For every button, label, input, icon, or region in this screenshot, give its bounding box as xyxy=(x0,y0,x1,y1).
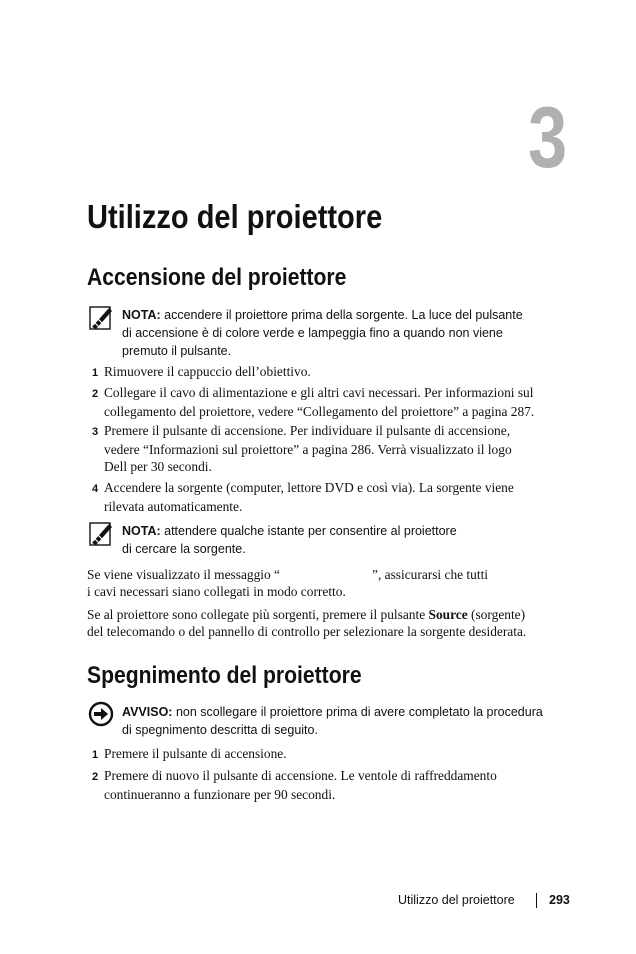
notice-arrow-icon xyxy=(88,701,114,727)
paragraph-text: Se viene visualizzato il messaggio “ xyxy=(87,567,280,582)
step-number: 2 xyxy=(92,388,99,400)
paragraph-text: del telecomando o del pannello di controllo per selezionare la sorgente desiderata. xyxy=(87,624,527,639)
step-number: 2 xyxy=(92,771,99,783)
footer-separator xyxy=(536,893,537,908)
step-item xyxy=(92,422,592,475)
note-pencil-icon xyxy=(88,521,114,547)
note-text-line: premuto il pulsante. xyxy=(122,344,232,358)
note-text-line: accendere il proiettore prima della sorgente. La luce del pulsante xyxy=(160,308,523,322)
paragraph-source xyxy=(87,606,587,640)
step-text: Collegare il cavo di alimentazione e gli altri cavi necessari. Per informazioni sul xyxy=(104,385,534,400)
step-text: Premere il pulsante di accensione. xyxy=(104,746,287,761)
source-keyword: Source xyxy=(428,607,468,622)
footer-title: Utilizzo del proiettore xyxy=(398,893,515,907)
step-number: 4 xyxy=(92,483,99,495)
page-number: 293 xyxy=(549,893,570,907)
step-item xyxy=(92,767,592,803)
note-text-line: attendere qualche istante per consentire al proiettore xyxy=(160,524,457,538)
step-number: 3 xyxy=(92,426,99,438)
step-number: 1 xyxy=(92,749,99,761)
notice-text-line: non scollegare il proiettore prima di avere completato la procedura xyxy=(172,705,543,719)
step-item xyxy=(92,479,592,515)
step-number: 1 xyxy=(92,367,99,379)
note-accensione xyxy=(122,306,582,360)
note-sorgente xyxy=(122,522,582,558)
notice-avviso xyxy=(122,703,582,739)
note-label: NOTA: xyxy=(122,308,161,322)
section-title-spegnimento: Spegnimento del proiettore xyxy=(87,662,362,689)
notice-label: AVVISO: xyxy=(122,705,173,719)
step-text: Accendere la sorgente (computer, lettore DVD e così via). La sorgente viene xyxy=(104,480,514,495)
notice-text-line: di spegnimento descritta di seguito. xyxy=(122,723,318,737)
step-text: Rimuovere il cappuccio dell’obiettivo. xyxy=(104,364,311,379)
step-text: continueranno a funzionare per 90 secondi. xyxy=(104,787,336,802)
paragraph-text: Se al proiettore sono collegate più sorgenti, premere il pulsante xyxy=(87,607,429,622)
note-label: NOTA: xyxy=(122,524,161,538)
step-text: Premere il pulsante di accensione. Per individuare il pulsante di accensione, xyxy=(104,423,511,438)
step-text: collegamento del proiettore, vedere “Collegamento del proiettore” a pagina 287. xyxy=(104,404,535,419)
step-text: vedere “Informazioni sul proiettore” a pagina 286. Verrà visualizzato il logo xyxy=(104,442,512,457)
note-pencil-icon xyxy=(88,305,114,331)
step-text: Dell per 30 secondi. xyxy=(104,459,212,474)
note-text-line: di accensione è di colore verde e lampeggia fino a quando non viene xyxy=(122,326,503,340)
step-item xyxy=(92,384,592,420)
step-text: rilevata automaticamente. xyxy=(104,499,243,514)
step-item xyxy=(92,363,592,382)
paragraph-text: (sorgente) xyxy=(467,607,526,622)
step-item xyxy=(92,745,592,764)
paragraph-messaggio xyxy=(87,566,587,600)
chapter-title: Utilizzo del proiettore xyxy=(87,198,383,235)
step-text: Premere di nuovo il pulsante di accensione. Le ventole di raffreddamento xyxy=(104,768,497,783)
section-title-accensione: Accensione del proiettore xyxy=(87,264,347,291)
note-text-line: di cercare la sorgente. xyxy=(122,542,246,556)
paragraph-text: i cavi necessari siano collegati in modo corretto. xyxy=(87,584,346,599)
paragraph-text: ”, assicurarsi che tutti xyxy=(372,567,489,582)
chapter-number: 3 xyxy=(528,90,566,186)
